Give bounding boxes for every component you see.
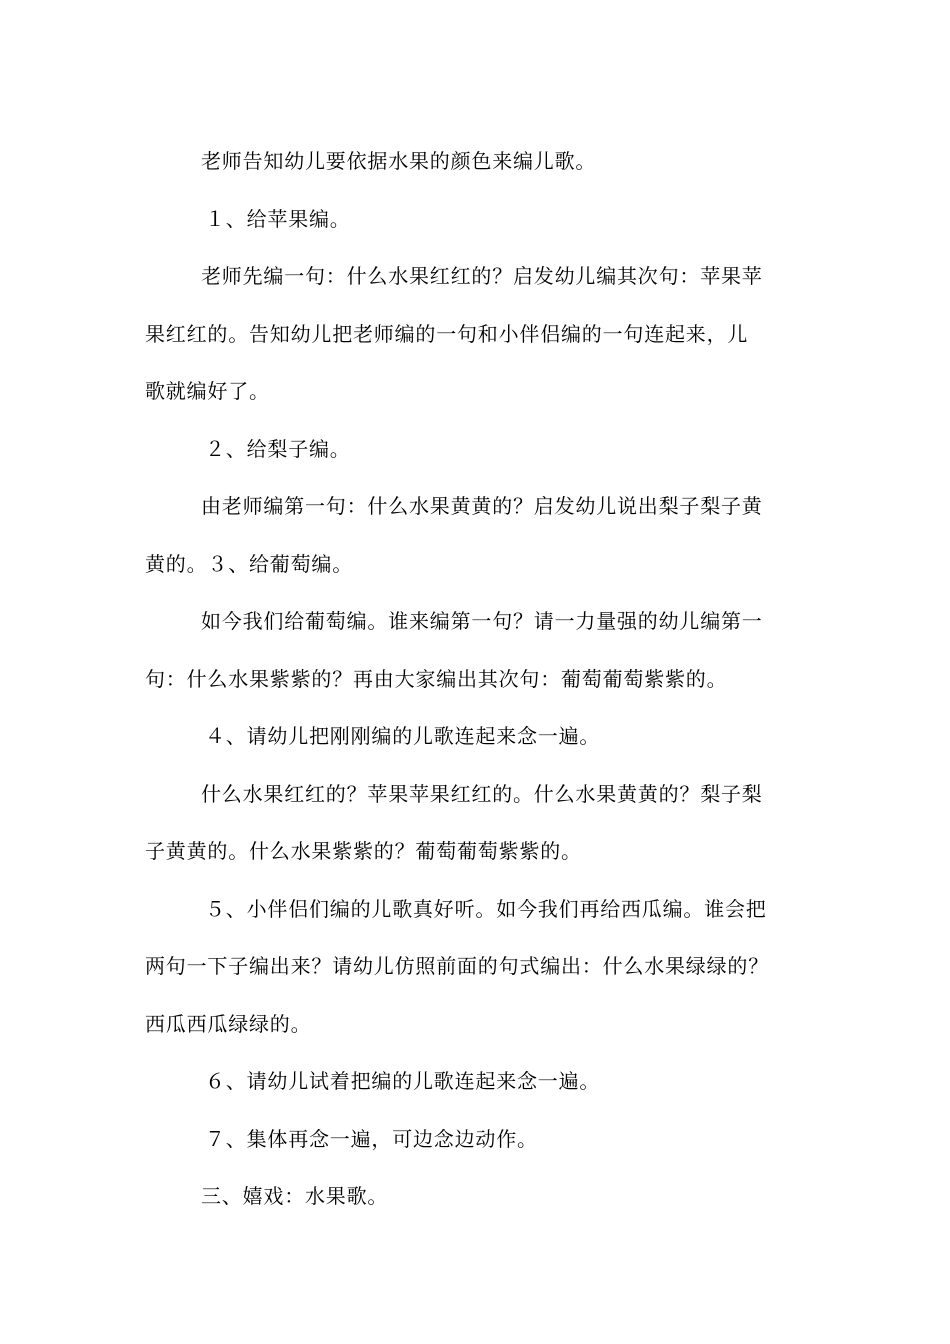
text-line: 子黄黄的。什么水果紫紫的？葡萄葡萄紫紫的。 [145,839,582,863]
text-line: 老师先编一句：什么水果红红的？启发幼儿编其次句：苹果苹 [201,264,763,288]
text-line: 句：什么水果紫紫的？再由大家编出其次句：葡萄葡萄紫紫的。 [145,666,728,691]
text-line: 两句一下子编出来？请幼儿仿照前面的句式编出：什么水果绿绿的？ [145,954,769,978]
text-line: 果红红的。告知幼儿把老师编的一句和小伴侣编的一句连起来，儿 [145,321,749,346]
text-line: ２、给梨子编。 [205,436,351,461]
text-line: 三、嬉戏：水果歌。 [201,1184,389,1208]
text-line: ７、集体再念一遍，可边念边动作。 [205,1126,538,1151]
paragraph-intro [145,133,815,191]
paragraph-step-4-heading [145,708,815,766]
paragraph-step-6 [145,1053,815,1111]
paragraph-step-2-body [145,478,815,593]
paragraph-step-3-body [145,593,815,708]
text-line: 由老师编第一句：什么水果黄黄的？启发幼儿说出梨子梨子黄 [201,494,763,518]
document-body [145,133,815,1226]
text-line: 老师告知幼儿要依据水果的颜色来编儿歌。 [201,149,597,173]
paragraph-section-3-heading [145,1168,815,1226]
text-line: 什么水果红红的？苹果苹果红红的。什么水果黄黄的？梨子梨 [201,781,763,806]
text-line: 黄的。３、给葡萄编。 [145,551,353,576]
text-line: ６、请幼儿试着把编的儿歌连起来念一遍。 [205,1069,601,1093]
paragraph-rhyme-text [145,766,815,881]
text-line: ５、小伴侣们编的儿歌真好听。如今我们再给西瓜编。谁会把 [205,896,767,921]
paragraph-step-2-heading [145,421,815,479]
paragraph-step-1-body [145,248,815,421]
paragraph-step-5 [145,881,815,1054]
text-line: 如今我们给葡萄编。谁来编第一句？请一力量强的幼儿编第一 [201,609,763,633]
text-line: 歌就编好了。 [145,379,270,403]
paragraph-step-1-heading [145,191,815,249]
text-line: ４、请幼儿把刚刚编的儿歌连起来念一遍。 [205,724,601,748]
paragraph-step-7 [145,1111,815,1169]
text-line: １、给苹果编。 [205,206,351,231]
text-line: 西瓜西瓜绿绿的。 [145,1011,312,1036]
